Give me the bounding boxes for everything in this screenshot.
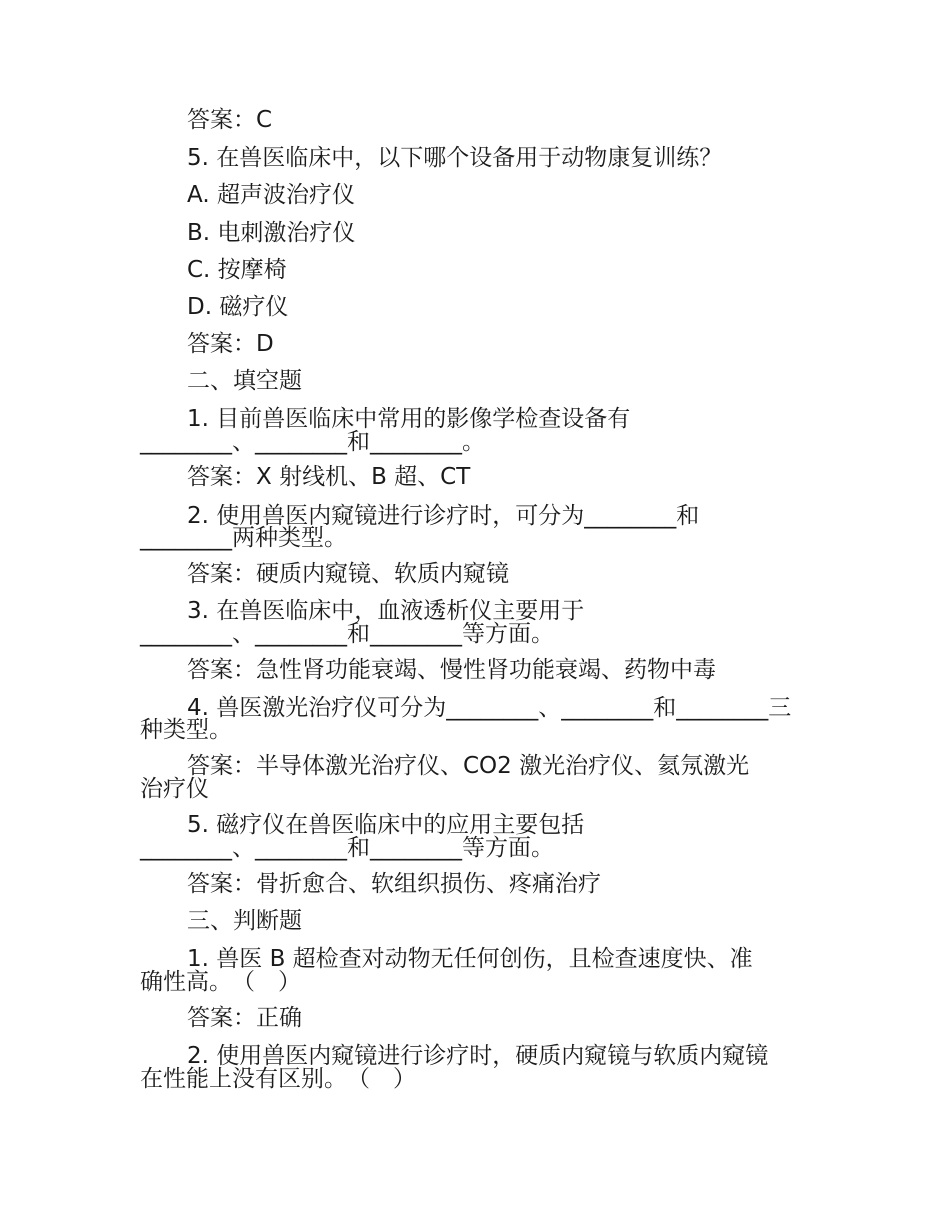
question-line: ________、________和________等方面。	[140, 835, 554, 861]
section-heading: 三、判断题	[187, 908, 302, 934]
option-line: C. 按摩椅	[187, 257, 287, 283]
answer-line: 答案：D	[187, 331, 274, 357]
question-line: 种类型。	[140, 717, 232, 743]
question-line: ________、________和________。	[140, 429, 485, 455]
question-line: ________、________和________等方面。	[140, 621, 554, 647]
question-line: 2. 使用兽医内窥镜进行诊疗时，可分为________和	[187, 503, 700, 529]
question-line: 2. 使用兽医内窥镜进行诊疗时，硬质内窥镜与软质内窥镜	[187, 1043, 769, 1069]
option-line: A. 超声波治疗仪	[187, 182, 355, 208]
answer-line: 答案：C	[187, 107, 273, 133]
question-line: 在性能上没有区别。 （ ）	[140, 1066, 416, 1092]
answer-line: 答案：硬质内窥镜、软质内窥镜	[187, 561, 509, 587]
answer-line: 答案：X 射线机、B 超、CT	[187, 464, 471, 490]
section-heading: 二、填空题	[187, 368, 302, 394]
question-line: 1. 目前兽医临床中常用的影像学检查设备有	[187, 406, 631, 432]
answer-line: 答案：半导体激光治疗仪、CO2 激光治疗仪、氦氖激光	[187, 753, 750, 779]
answer-line: 答案：骨折愈合、软组织损伤、疼痛治疗	[187, 871, 601, 897]
option-line: B. 电刺激治疗仪	[187, 220, 356, 246]
question-line: 3. 在兽医临床中，血液透析仪主要用于	[187, 598, 585, 624]
answer-line: 治疗仪	[140, 776, 209, 802]
answer-line: 答案：正确	[187, 1005, 302, 1031]
question-line: ________两种类型。	[140, 525, 347, 551]
option-line: D. 磁疗仪	[187, 294, 289, 320]
question-line: 确性高。 （ ）	[140, 969, 301, 995]
question-line: 4. 兽医激光治疗仪可分为________、________和________三	[187, 695, 792, 721]
question-line: 5. 磁疗仪在兽医临床中的应用主要包括	[187, 812, 585, 838]
answer-line: 答案：急性肾功能衰竭、慢性肾功能衰竭、药物中毒	[187, 657, 716, 683]
question-line: 5. 在兽医临床中，以下哪个设备用于动物康复训练？	[187, 145, 723, 171]
question-line: 1. 兽医 B 超检查对动物无任何创伤，且检查速度快、准	[187, 946, 753, 972]
